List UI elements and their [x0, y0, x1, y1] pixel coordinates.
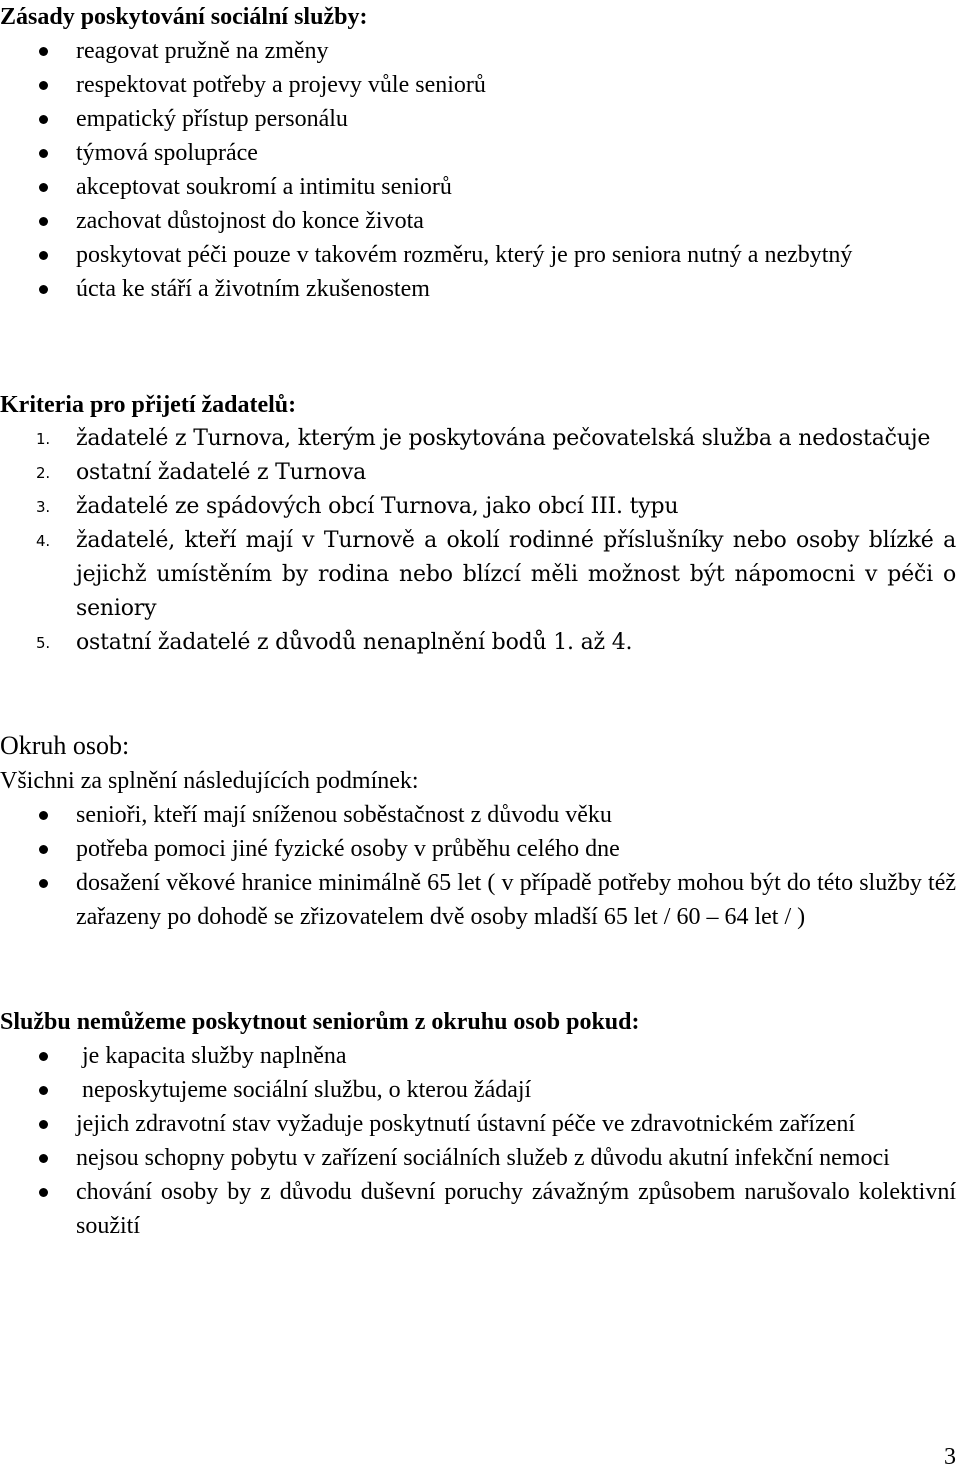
list-item	[0, 1107, 956, 1141]
bullet-icon	[39, 115, 48, 124]
list-item-text: akceptovat soukromí a intimitu seniorů	[76, 174, 452, 200]
list-item-text: zachovat důstojnost do konce života	[76, 208, 424, 234]
target-group-intro: Všichni za splnění následujících podmínek:	[0, 768, 419, 794]
bullet-icon	[39, 1188, 48, 1197]
list-item	[0, 1141, 956, 1175]
list-item	[0, 102, 956, 136]
principles-heading: Zásady poskytování sociální služby:	[0, 4, 368, 30]
list-item	[0, 170, 956, 204]
bullet-icon	[39, 81, 48, 90]
list-item	[0, 866, 956, 934]
refusal-list	[0, 1039, 956, 1243]
list-item-text: úcta ke stáří a životním zkušenostem	[76, 276, 430, 302]
list-item-number: 3.	[36, 498, 50, 516]
refusal-heading: Službu nemůžeme poskytnout seniorům z okruhu osob pokud:	[0, 1009, 640, 1035]
list-item-text: týmová spolupráce	[76, 140, 258, 166]
criteria-heading: Kriteria pro přijetí žadatelů:	[0, 392, 297, 418]
principles-list	[0, 34, 956, 306]
list-item	[0, 1039, 956, 1073]
list-item	[0, 1175, 956, 1243]
list-item-text: ostatní žadatelé z Turnova	[76, 460, 367, 485]
list-item	[0, 832, 956, 866]
list-item-text: respektovat potřeby a projevy vůle seniorů	[76, 72, 486, 98]
list-item	[0, 272, 956, 306]
list-item-text: žadatelé z Turnova, kterým je poskytována pečovatelská služba a nedostačuje	[76, 426, 931, 451]
list-item-text: potřeba pomoci jiné fyzické osoby v průběhu celého dne	[76, 836, 620, 862]
list-item-text: ostatní žadatelé z důvodů nenaplnění bodů 1. až 4.	[76, 630, 633, 655]
target-group-section	[0, 728, 956, 934]
bullet-icon	[39, 183, 48, 192]
bullet-icon	[39, 47, 48, 56]
list-item	[0, 524, 956, 626]
list-item-text: neposkytujeme sociální službu, o kterou žádají	[82, 1077, 532, 1103]
bullet-icon	[39, 811, 48, 820]
list-item-text: senioři, kteří mají sníženou soběstačnost z důvodu věku	[76, 802, 612, 828]
list-item	[0, 204, 956, 238]
list-item	[0, 68, 956, 102]
list-item-text: empatický přístup personálu	[76, 106, 348, 132]
list-item-text: chování osoby by z důvodu duševní poruchy závažným způsobem narušovalo kolektivní soužití	[76, 1179, 956, 1239]
list-item	[0, 1073, 956, 1107]
list-item-text: jejich zdravotní stav vyžaduje poskytnutí ústavní péče ve zdravotnickém zařízení	[76, 1111, 856, 1137]
list-item	[0, 422, 956, 456]
list-item-text: reagovat pružně na změny	[76, 38, 329, 64]
bullet-icon	[39, 1154, 48, 1163]
list-item-number: 4.	[36, 532, 50, 550]
list-item-text: poskytovat péči pouze v takovém rozměru, který je pro seniora nutný a nezbytný	[76, 242, 853, 268]
bullet-icon	[39, 149, 48, 158]
list-item-text: nejsou schopny pobytu v zařízení sociálních služeb z důvodu akutní infekční nemoci	[76, 1145, 890, 1171]
criteria-list	[0, 422, 956, 660]
list-item-number: 5.	[36, 634, 50, 652]
list-item	[0, 238, 956, 272]
bullet-icon	[39, 251, 48, 260]
target-group-list	[0, 798, 956, 934]
list-item	[0, 456, 956, 490]
list-item	[0, 136, 956, 170]
principles-section	[0, 0, 956, 306]
bullet-icon	[39, 1086, 48, 1095]
bullet-icon	[39, 217, 48, 226]
bullet-icon	[39, 1052, 48, 1061]
bullet-icon	[39, 285, 48, 294]
bullet-icon	[39, 879, 48, 888]
target-group-heading: Okruh osob:	[0, 731, 130, 760]
list-item-number: 1.	[36, 430, 50, 448]
refusal-section	[0, 1005, 956, 1243]
list-item-text: žadatelé ze spádových obcí Turnova, jako obcí III. typu	[76, 494, 679, 519]
list-item	[0, 626, 956, 660]
list-item-text: je kapacita služby naplněna	[82, 1043, 347, 1069]
list-item	[0, 490, 956, 524]
bullet-icon	[39, 1120, 48, 1129]
bullet-icon	[39, 845, 48, 854]
list-item-number: 2.	[36, 464, 50, 482]
criteria-section	[0, 388, 956, 660]
list-item-text: dosažení věkové hranice minimálně 65 let ( v případě potřeby mohou být do této služby též zařazeny po dohodě se zřizovatelem dvě osoby mladší 65 let / 60 – 64 let / )	[76, 870, 956, 930]
page-number: 3	[944, 1444, 956, 1470]
list-item-text: žadatelé, kteří mají v Turnově a okolí rodinné příslušníky nebo osoby blízké a jejichž umístěním by rodina nebo blízcí měli možnost být nápomocni v péči o seniory	[76, 528, 956, 621]
list-item	[0, 34, 956, 68]
list-item	[0, 798, 956, 832]
